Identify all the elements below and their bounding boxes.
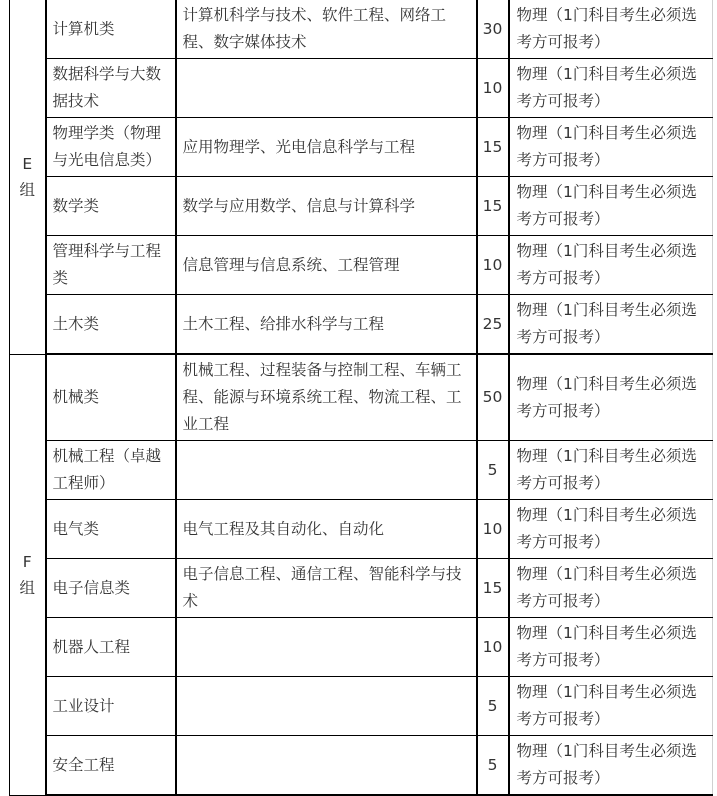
- quota-cell: 10: [477, 59, 509, 118]
- category-cell: 电子信息类: [46, 559, 176, 618]
- group-label-e-letter: E 组: [19, 154, 35, 199]
- requirement-cell: 物理（1门科目考生必须选考方可报考）: [509, 559, 713, 618]
- table-row: [10, 354, 713, 441]
- admission-plan-table: [9, 0, 713, 796]
- table-row: [10, 441, 713, 500]
- requirement-cell: 物理（1门科目考生必须选考方可报考）: [509, 677, 713, 736]
- majors-cell: [176, 59, 477, 118]
- category-cell: 数学类: [46, 177, 176, 236]
- category-cell: 工业设计: [46, 677, 176, 736]
- category-cell: 机械工程（卓越工程师）: [46, 441, 176, 500]
- category-cell: 计算机类: [46, 0, 176, 59]
- majors-cell: 应用物理学、光电信息科学与工程: [176, 118, 477, 177]
- table-row: [10, 0, 713, 59]
- requirement-cell: 物理（1门科目考生必须选考方可报考）: [509, 736, 713, 796]
- quota-cell: 30: [477, 0, 509, 59]
- majors-cell: 电子信息工程、通信工程、智能科学与技术: [176, 559, 477, 618]
- majors-cell: 信息管理与信息系统、工程管理: [176, 236, 477, 295]
- table-row: [10, 677, 713, 736]
- table-row: [10, 559, 713, 618]
- quota-cell: 10: [477, 618, 509, 677]
- requirement-cell: 物理（1门科目考生必须选考方可报考）: [509, 59, 713, 118]
- majors-cell: 计算机科学与技术、软件工程、网络工程、数字媒体技术: [176, 0, 477, 59]
- category-cell: 机器人工程: [46, 618, 176, 677]
- quota-cell: 15: [477, 559, 509, 618]
- requirement-cell: 物理（1门科目考生必须选考方可报考）: [509, 295, 713, 355]
- table-row: [10, 736, 713, 796]
- table-row: [10, 236, 713, 295]
- majors-cell: [176, 441, 477, 500]
- requirement-cell: 物理（1门科目考生必须选考方可报考）: [509, 354, 713, 441]
- majors-cell: 数学与应用数学、信息与计算科学: [176, 177, 477, 236]
- table-row: [10, 118, 713, 177]
- majors-cell: 电气工程及其自动化、自动化: [176, 500, 477, 559]
- requirement-cell: 物理（1门科目考生必须选考方可报考）: [509, 618, 713, 677]
- group-label-e: [10, 0, 46, 354]
- quota-cell: 15: [477, 118, 509, 177]
- majors-cell: 机械工程、过程装备与控制工程、车辆工程、能源与环境系统工程、物流工程、工业工程: [176, 354, 477, 441]
- requirement-cell: 物理（1门科目考生必须选考方可报考）: [509, 441, 713, 500]
- category-cell: 物理学类（物理与光电信息类）: [46, 118, 176, 177]
- table-row: [10, 295, 713, 355]
- requirement-cell: 物理（1门科目考生必须选考方可报考）: [509, 177, 713, 236]
- table-row: [10, 59, 713, 118]
- category-cell: 电气类: [46, 500, 176, 559]
- requirement-cell: 物理（1门科目考生必须选考方可报考）: [509, 500, 713, 559]
- group-label-f-letter: F 组: [19, 552, 35, 597]
- category-cell: 数据科学与大数据技术: [46, 59, 176, 118]
- quota-cell: 5: [477, 677, 509, 736]
- requirement-cell: 物理（1门科目考生必须选考方可报考）: [509, 236, 713, 295]
- requirement-cell: 物理（1门科目考生必须选考方可报考）: [509, 118, 713, 177]
- majors-cell: [176, 677, 477, 736]
- table-row: [10, 500, 713, 559]
- table-row: [10, 618, 713, 677]
- quota-cell: 50: [477, 354, 509, 441]
- table-row: [10, 177, 713, 236]
- group-label-f: [10, 354, 46, 795]
- majors-cell: [176, 618, 477, 677]
- quota-cell: 10: [477, 500, 509, 559]
- quota-cell: 25: [477, 295, 509, 355]
- quota-cell: 5: [477, 441, 509, 500]
- requirement-cell: 物理（1门科目考生必须选考方可报考）: [509, 0, 713, 59]
- quota-cell: 10: [477, 236, 509, 295]
- category-cell: 管理科学与工程类: [46, 236, 176, 295]
- category-cell: 安全工程: [46, 736, 176, 796]
- quota-cell: 15: [477, 177, 509, 236]
- majors-cell: [176, 736, 477, 796]
- majors-cell: 土木工程、给排水科学与工程: [176, 295, 477, 355]
- category-cell: 机械类: [46, 354, 176, 441]
- category-cell: 土木类: [46, 295, 176, 355]
- quota-cell: 5: [477, 736, 509, 796]
